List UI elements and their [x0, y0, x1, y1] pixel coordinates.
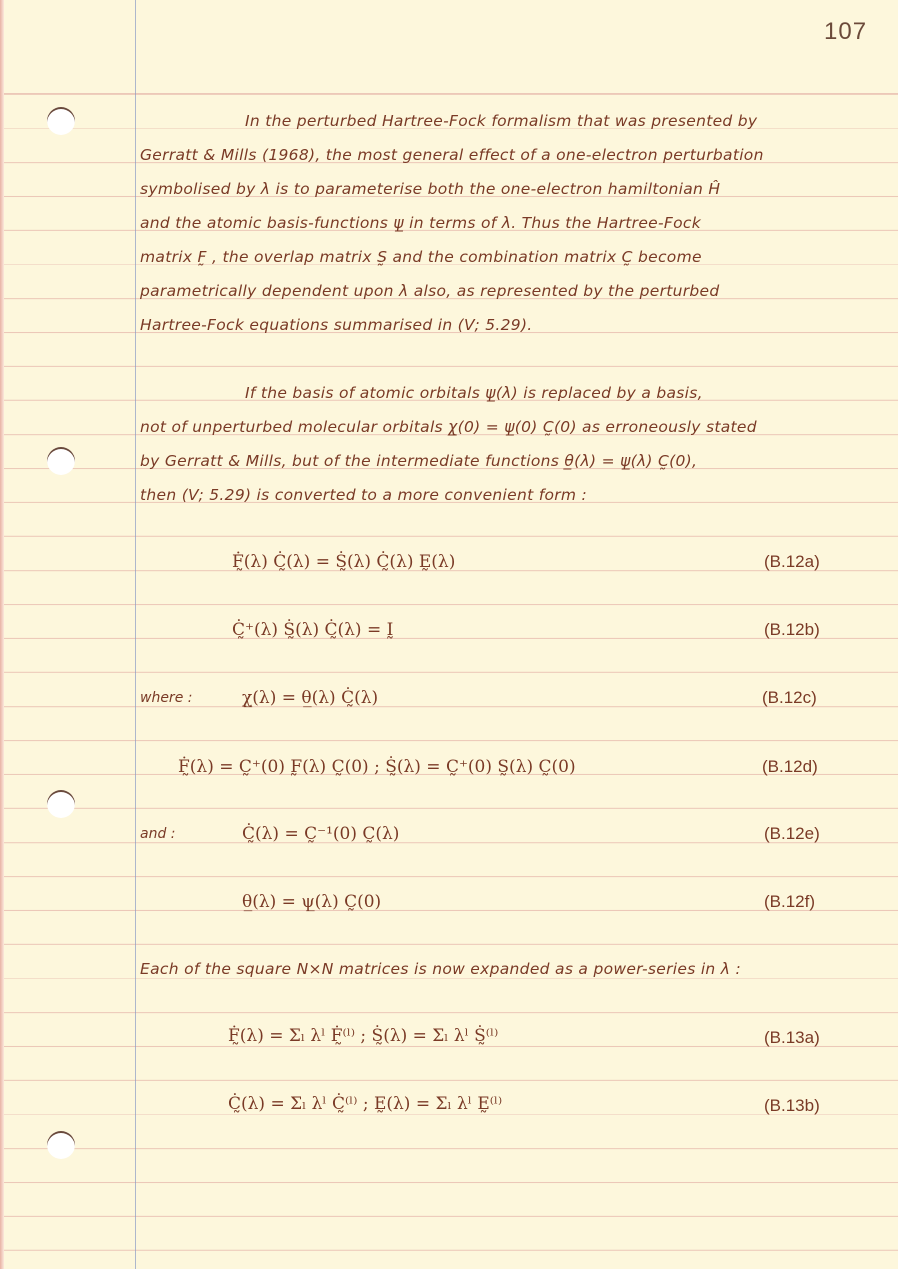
equation-b12b: Ċ̰⁺(λ) Ṡ̰(λ) Ċ̰(λ) = Ḭ	[232, 620, 394, 640]
paragraph1-line-3: symbolised by λ is to parameterise both the one-electron hamiltonian Ĥ	[140, 180, 721, 198]
paragraph1-line-2: Gerratt & Mills (1968), the most general effect of a one-electron perturbation	[140, 146, 764, 164]
equation-b12f: θ̲(λ) = ψ̲(λ) C̰(0)	[242, 892, 382, 912]
equation-b13a: Ḟ̰(λ) = Σₗ λˡ Ḟ̰⁽ˡ⁾ ; Ṡ̰(λ) = Σₗ λˡ Ṡ̰⁽ˡ⁾	[228, 1026, 499, 1046]
margin-line	[135, 0, 136, 1269]
paragraph2-line-4: then (V; 5.29) is converted to a more convenient form :	[140, 486, 588, 504]
equation-b12d: Ḟ̰(λ) = C̰⁺(0) F̰(λ) C̰(0) ; Ṡ̰(λ) = C̰⁺(0) S̰(λ) C̰(0)	[178, 757, 576, 777]
equation-label-b12a: (B.12a)	[764, 552, 820, 571]
punch-hole-2	[47, 447, 75, 475]
equation-b12a: Ḟ̰(λ) Ċ̰(λ) = Ṡ̰(λ) Ċ̰(λ) Ḛ(λ)	[232, 552, 456, 572]
paragraph2-line-1: If the basis of atomic orbitals ψ̲(λ) is replaced by a basis,	[245, 384, 703, 402]
paragraph1-line-6: parametrically dependent upon λ also, as represented by the perturbed	[140, 282, 720, 300]
paragraph3-line-1: Each of the square N×N matrices is now expanded as a power-series in λ :	[140, 960, 742, 978]
equation-label-b13a: (B.13a)	[764, 1028, 820, 1047]
equation-label-b12f: (B.12f)	[764, 892, 816, 911]
punch-hole-1	[47, 107, 75, 135]
paragraph1-line-7: Hartree-Fock equations summarised in (V; 5.29).	[140, 316, 533, 334]
equation-label-b12d: (B.12d)	[762, 757, 818, 776]
equation-label-b13b: (B.13b)	[764, 1096, 820, 1115]
paragraph2-line-2: not of unperturbed molecular orbitals χ̲(0) = ψ̲(0) C̰(0) as erroneously stated	[140, 418, 757, 436]
page-number: 107	[824, 18, 868, 45]
equation-label-b12b: (B.12b)	[764, 620, 820, 639]
equation-prefix-where: where :	[140, 690, 193, 706]
paragraph1-line-4: and the atomic basis-functions ψ̲ in terms of λ. Thus the Hartree-Fock	[140, 214, 701, 232]
punch-hole-4	[47, 1131, 75, 1159]
equation-prefix-and: and :	[140, 826, 176, 842]
punch-hole-3	[47, 790, 75, 818]
equation-label-b12c: (B.12c)	[762, 688, 817, 707]
equation-b13b: Ċ̰(λ) = Σₗ λˡ Ċ̰⁽ˡ⁾ ; Ḛ(λ) = Σₗ λˡ Ḛ⁽ˡ⁾	[228, 1094, 503, 1114]
equation-b12e: Ċ̰(λ) = C̰⁻¹(0) C̰(λ)	[242, 824, 400, 844]
paragraph1-line-5: matrix F̰ , the overlap matrix S̰ and the combination matrix C̰ become	[140, 248, 702, 266]
paragraph2-line-3: by Gerratt & Mills, but of the intermediate functions θ̲(λ) = ψ̲(λ) C̰(0),	[140, 452, 698, 470]
equation-b12c: χ̲(λ) = θ̲(λ) Ċ̰(λ)	[242, 688, 379, 708]
page-left-edge	[0, 0, 4, 1269]
paragraph1-line-1: In the perturbed Hartree-Fock formalism that was presented by	[245, 112, 758, 130]
equation-label-b12e: (B.12e)	[764, 824, 820, 843]
